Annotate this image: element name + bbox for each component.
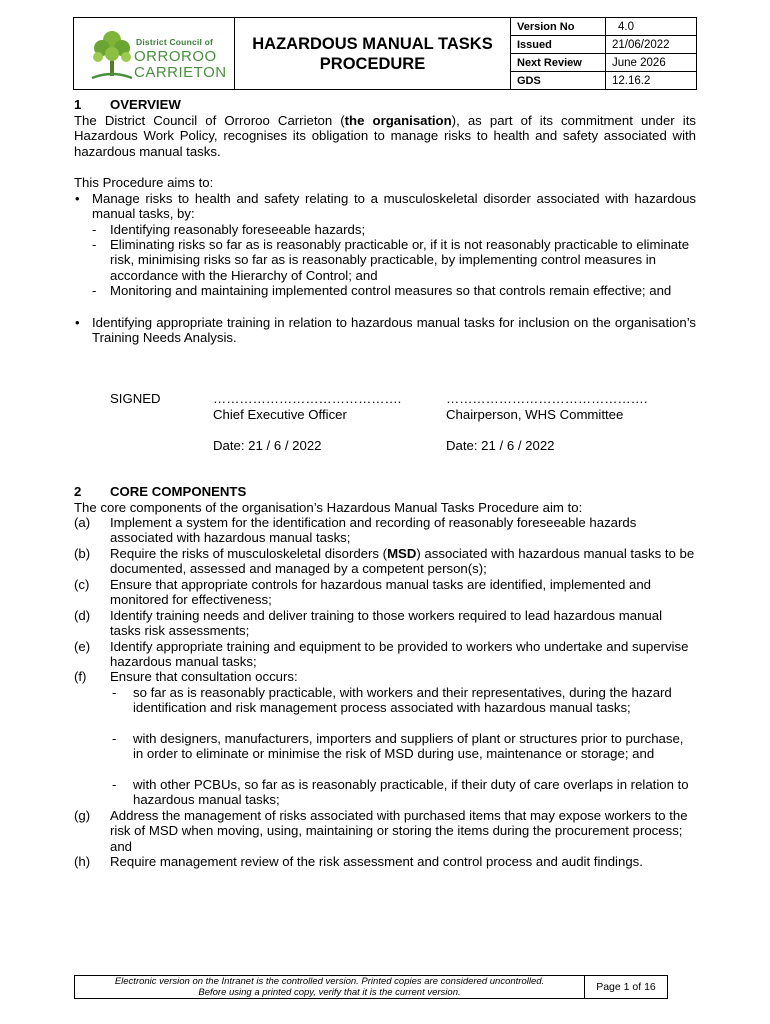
item-b-text-pre: Require the risks of musculoskeletal disorders ( bbox=[110, 546, 388, 561]
signature-line-chair: ………………………………………. bbox=[446, 391, 648, 406]
meta-value-issued: 21/06/2022 bbox=[606, 36, 697, 54]
dash-marker-f2: - bbox=[112, 731, 117, 746]
signed-label: SIGNED bbox=[110, 391, 161, 406]
document-footer bbox=[74, 975, 668, 999]
signature-line-ceo: ……………………………………. bbox=[213, 391, 402, 406]
aim-sub-3: Monitoring and maintaining implemented control measures so that controls remain effective; and bbox=[110, 283, 672, 298]
core-item-f-sub-1: so far as is reasonably practicable, with workers and their representatives, during the hazard identification and risk management process associated with hazardous manual tasks; bbox=[133, 685, 672, 716]
document-header bbox=[73, 17, 697, 90]
meta-value-next-review: June 2026 bbox=[606, 54, 697, 72]
signatory-role-ceo: Chief Executive Officer bbox=[213, 407, 347, 422]
meta-label-next-review: Next Review bbox=[511, 54, 606, 72]
item-b-text-bold: MSD bbox=[387, 546, 417, 561]
logo-text-line2: CARRIETON bbox=[134, 64, 227, 81]
control-note-line-1: Electronic version on the Intranet is the controlled version. Printed copies are considered uncontrolled. bbox=[114, 976, 545, 987]
meta-label-gds: GDS bbox=[511, 72, 606, 90]
logo-text-line1: ORROROO bbox=[134, 48, 217, 65]
aim-sub-2: Eliminating risks so far as is reasonably practicable or, if it is not reasonably practicable to eliminate risk, minimising risks so far as is reasonably practicable, by implementing control measures in accordance with the Hierarchy of Control; and bbox=[110, 237, 690, 283]
overview-text-bold: the organisation bbox=[344, 113, 452, 128]
overview-paragraph bbox=[74, 113, 696, 159]
aims-intro: This Procedure aims to: bbox=[74, 175, 214, 190]
title-line-2: PROCEDURE bbox=[319, 54, 426, 73]
item-label-d: (d) bbox=[74, 608, 91, 623]
core-item-f-sub-2: with designers, manufacturers, importers and suppliers of plant or structures prior to purchase, in order to eliminate or minimise the risk of MSD during use, maintenance or storage; and bbox=[133, 731, 684, 762]
title-line-1: HAZARDOUS MANUAL TASKS bbox=[252, 34, 493, 53]
signature-date-chair: Date: 21 / 6 / 2022 bbox=[446, 438, 555, 453]
document-title bbox=[235, 18, 511, 90]
core-item-h: Require management review of the risk assessment and control process and audit findings. bbox=[110, 854, 643, 869]
meta-value-gds: 12.16.2 bbox=[606, 72, 697, 90]
logo-cell bbox=[74, 18, 235, 90]
core-intro: The core components of the organisation’s Hazardous Manual Tasks Procedure aim to: bbox=[74, 500, 583, 515]
section-1-number: 1 bbox=[74, 97, 82, 112]
item-label-e: (e) bbox=[74, 639, 91, 654]
page-number: Page 1 of 16 bbox=[585, 976, 668, 999]
aim-bullet-2: Identifying appropriate training in relation to hazardous manual tasks for inclusion on the organisation’s Training Needs Analysis. bbox=[92, 315, 696, 346]
meta-label-version: Version No bbox=[511, 18, 606, 36]
core-item-a: Implement a system for the identification and recording of reasonably foreseeable hazards associated with hazardous manual tasks; bbox=[110, 515, 637, 546]
section-2-heading: CORE COMPONENTS bbox=[110, 484, 247, 499]
logo-text-small: District Council of bbox=[136, 37, 213, 47]
core-item-b bbox=[110, 546, 696, 577]
meta-label-issued: Issued bbox=[511, 36, 606, 54]
dash-marker-f1: - bbox=[112, 685, 117, 700]
item-b-text-post: ) associated with hazardous manual tasks to be documented, assessed and managed by a competent person(s); bbox=[110, 546, 695, 577]
dash-marker-1: - bbox=[92, 222, 97, 237]
overview-text-post: ), as part of its commitment under its Hazardous Work Policy, recognises its obligation to manage risks to health and safety associated with hazardous manual tasks. bbox=[74, 113, 696, 159]
item-label-f: (f) bbox=[74, 669, 87, 684]
section-1-heading: OVERVIEW bbox=[110, 97, 181, 112]
item-label-a: (a) bbox=[74, 515, 91, 530]
control-note-line-2: Before using a printed copy, verify that it is the current version. bbox=[198, 987, 461, 998]
section-2-number: 2 bbox=[74, 484, 82, 499]
dash-marker-f3: - bbox=[112, 777, 117, 792]
aim-bullet-1: Manage risks to health and safety relating to a musculoskeletal disorder associated with hazardous manual tasks, by: bbox=[92, 191, 696, 222]
item-label-b: (b) bbox=[74, 546, 91, 561]
signature-date-ceo: Date: 21 / 6 / 2022 bbox=[213, 438, 322, 453]
dash-marker-2: - bbox=[92, 237, 97, 252]
core-item-f-sub-3: with other PCBUs, so far as is reasonably practicable, if their duty of care overlaps in relation to hazardous manual tasks; bbox=[133, 777, 689, 808]
bullet-marker-1: • bbox=[75, 191, 80, 206]
dash-marker-3: - bbox=[92, 283, 97, 298]
aim-sub-1: Identifying reasonably foreseeable hazards; bbox=[110, 222, 366, 237]
core-item-c: Ensure that appropriate controls for hazardous manual tasks are identified, implemented and monitored for effectiveness; bbox=[110, 577, 651, 608]
overview-text-pre: The District Council of Orroroo Carrieton ( bbox=[74, 113, 345, 128]
item-label-c: (c) bbox=[74, 577, 90, 592]
item-label-h: (h) bbox=[74, 854, 91, 869]
core-item-f: Ensure that consultation occurs: bbox=[110, 669, 298, 684]
core-item-e: Identify appropriate training and equipment to be provided to workers who undertake and supervise hazardous manual tasks; bbox=[110, 639, 689, 670]
bullet-marker-2: • bbox=[75, 315, 80, 330]
signatory-role-chair: Chairperson, WHS Committee bbox=[446, 407, 624, 422]
item-label-g: (g) bbox=[74, 808, 91, 823]
core-item-g: Address the management of risks associated with purchased items that may expose workers to the risk of MSD when moving, using, maintaining or storing the items during the procurement process; and bbox=[110, 808, 688, 854]
meta-value-version: 4.0 bbox=[606, 18, 697, 36]
core-item-d: Identify training needs and deliver training to those workers required to lead hazardous manual tasks risk assessments; bbox=[110, 608, 663, 639]
control-note bbox=[75, 976, 585, 999]
